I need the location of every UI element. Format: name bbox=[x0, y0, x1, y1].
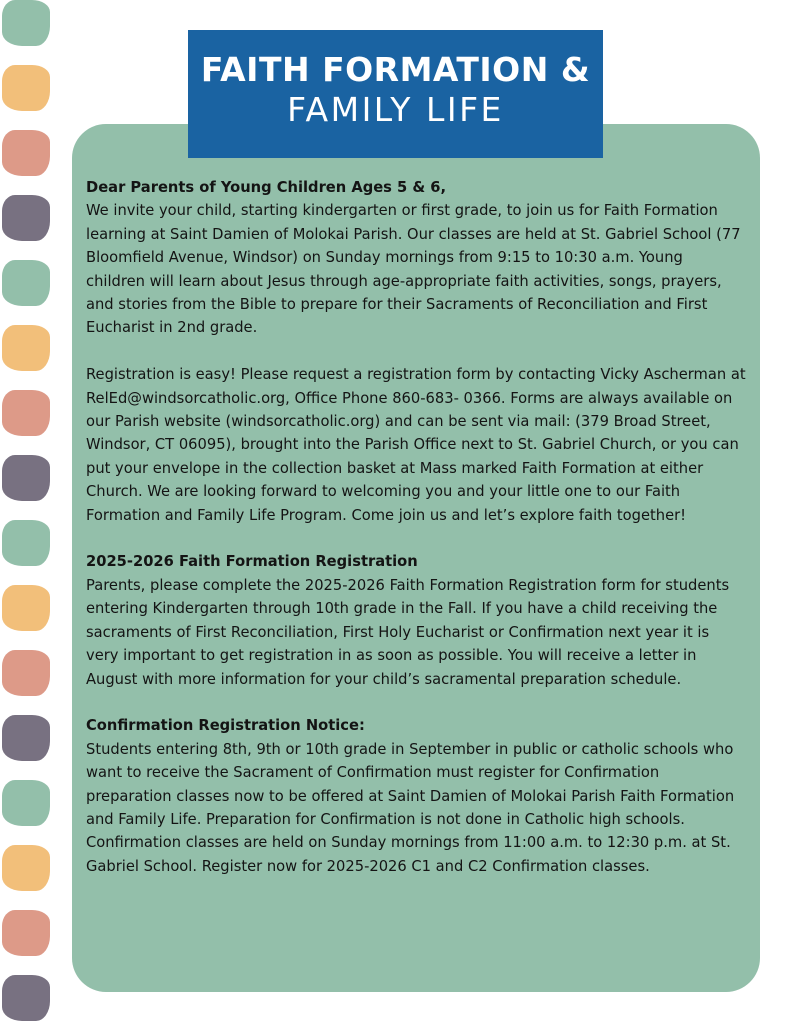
section-paragraph: We invite your child, starting kindergarten or first grade, to join us for Faith Formation learning at Saint Damien of Molokai Parish. Our classes are held at St. Gabriel School (77 Bloomfield Avenue, Windsor) on Sunday mornings from 9:15 to 10:30 a.m. Young children will learn about Jesus through age-appropriate faith activities, songs, prayers, and stories from the Bible to prepare for their Sacraments of Reconciliation and First Eucharist in 2nd grade. bbox=[86, 202, 741, 337]
color-swatch bbox=[2, 455, 50, 501]
color-swatch bbox=[2, 520, 50, 566]
color-swatch bbox=[2, 260, 50, 306]
section-heading: Confirmation Registration Notice: bbox=[86, 717, 365, 735]
color-swatch bbox=[2, 0, 50, 46]
section-heading: 2025-2026 Faith Formation Registration bbox=[86, 553, 418, 571]
page-title-line-1: FAITH FORMATION & bbox=[200, 50, 591, 89]
color-swatch bbox=[2, 390, 50, 436]
color-swatch bbox=[2, 650, 50, 696]
color-swatch bbox=[2, 845, 50, 891]
content-card bbox=[72, 124, 760, 992]
section-confirmation-notice bbox=[86, 714, 746, 878]
color-swatch bbox=[2, 325, 50, 371]
color-swatch bbox=[2, 780, 50, 826]
section-paragraph: Registration is easy! Please request a registration form by contacting Vicky Ascherman at RelEd@windsorcatholic.org, Office Phone 860-683- 0366. Forms are always available on our Parish website (windsorcatholic.org) and can be sent via mail: (379 Broad Street, Windsor, CT 06095), brought into the Parish Office next to St. Gabriel Church, or you can put your envelope in the collection basket at Mass marked Faith Formation at either Church. We are looking forward to welcoming you and your little one to our Faith Formation and Family Life Program. Come join us and let’s explore faith together! bbox=[86, 366, 746, 524]
section-faith-formation-registration bbox=[86, 550, 746, 690]
color-swatch bbox=[2, 585, 50, 631]
color-swatch-strip bbox=[0, 0, 60, 1024]
section-young-children-letter bbox=[86, 176, 746, 340]
title-banner bbox=[188, 30, 603, 158]
section-heading: Dear Parents of Young Children Ages 5 & 6, bbox=[86, 179, 447, 196]
section-registration-info bbox=[86, 363, 746, 527]
color-swatch bbox=[2, 975, 50, 1021]
color-swatch bbox=[2, 715, 50, 761]
section-paragraph: Students entering 8th, 9th or 10th grade in September in public or catholic schools who want to receive the Sacrament of Confirmation must register for Confirmation preparation classes now to be offered at Saint Damien of Molokai Parish Faith Formation and Family Life. Preparation for Confirmation is not done in Catholic high schools. Confirmation classes are held on Sunday mornings from 11:00 a.m. to 12:30 p.m. at St. Gabriel School. Register now for 2025-2026 C1 and C2 Confirmation classes. bbox=[86, 740, 735, 875]
color-swatch bbox=[2, 910, 50, 956]
color-swatch bbox=[2, 130, 50, 176]
color-swatch bbox=[2, 195, 50, 241]
color-swatch bbox=[2, 65, 50, 111]
section-paragraph: Parents, please complete the 2025-2026 Faith Formation Registration form for students entering Kindergarten through 10th grade in the Fall. If you have a child receiving the sacraments of First Reconciliation, First Holy Eucharist or Confirmation next year it is very important to get registration in as soon as possible. You will receive a letter in August with more information for your child’s sacramental preparation schedule. bbox=[86, 576, 730, 688]
page-title-line-2: FAMILY LIFE bbox=[287, 90, 504, 129]
